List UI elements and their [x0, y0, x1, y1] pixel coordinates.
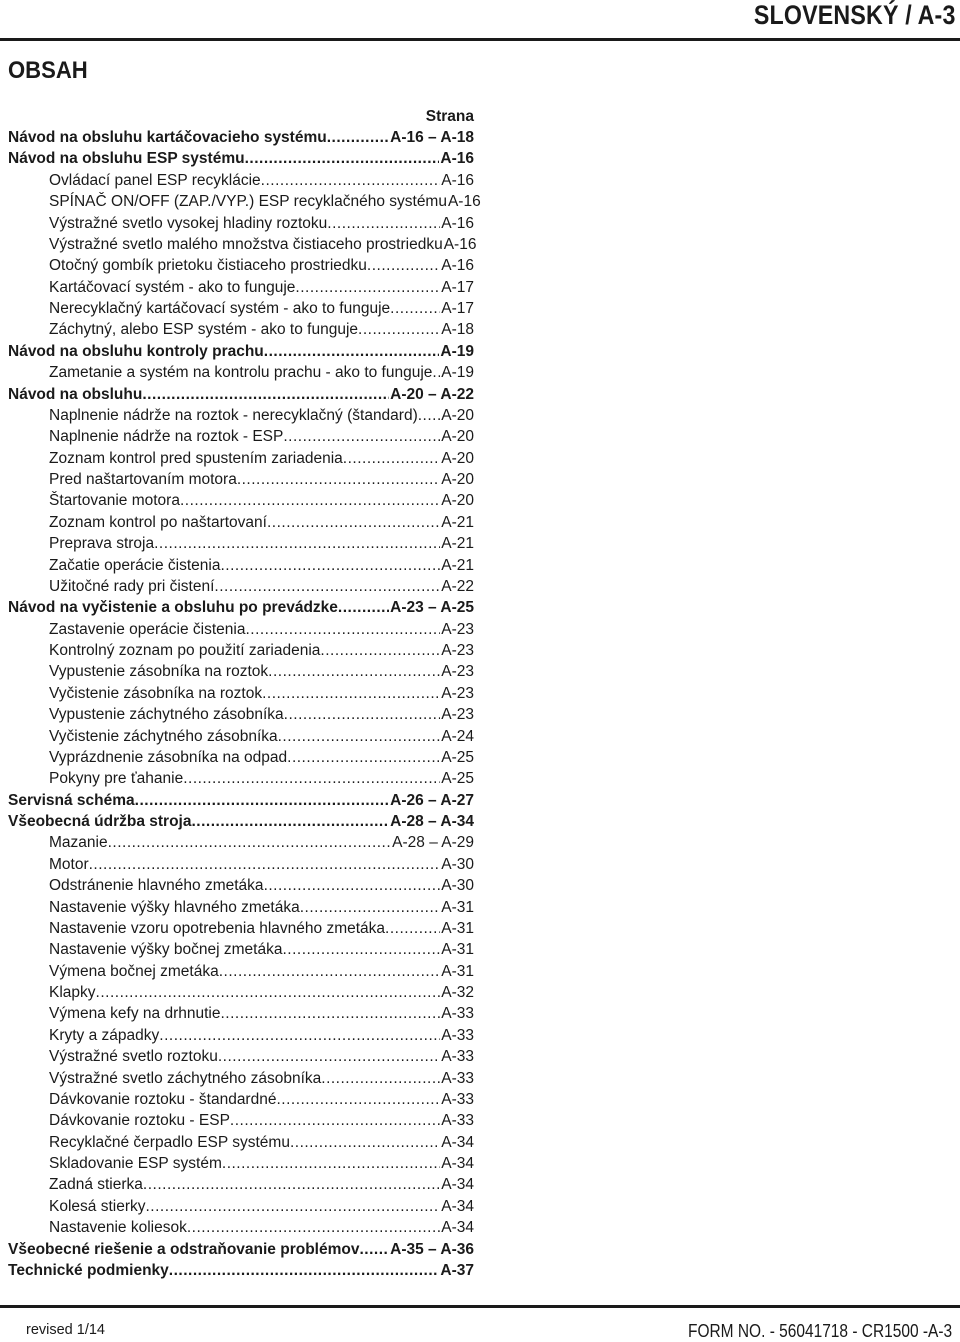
toc-entry-page: A-31: [441, 941, 474, 959]
toc-entry-page: A-21: [441, 556, 474, 574]
dot-leader: [222, 1153, 440, 1174]
toc-entry-page: A-21: [441, 535, 474, 553]
toc-entry-title: Štartovanie motora: [49, 492, 180, 510]
toc-subsection-entry[interactable]: [8, 961, 474, 982]
toc-entry-title: Návod na obsluhu: [8, 385, 143, 403]
toc-entry-page: A-34: [441, 1133, 474, 1151]
toc-subsection-entry[interactable]: [8, 1025, 474, 1046]
dot-leader: [245, 148, 440, 169]
toc-entry-title: Kryty a západky: [49, 1026, 160, 1044]
dot-leader: [169, 1260, 440, 1281]
toc-section-entry[interactable]: [8, 597, 474, 618]
toc-entry-title: Otočný gombík prietoku čistiaceho prostriedku: [49, 257, 367, 275]
toc-entry-title: Vypustenie zásobníka na roztok: [49, 663, 269, 681]
toc-entry-title: Výstražné svetlo malého množstva čistiaceho prostriedku: [49, 235, 443, 253]
toc-entry-title: Pokyny pre ťahanie: [49, 770, 184, 788]
toc-subsection-entry[interactable]: [8, 512, 474, 533]
toc-subsection-entry[interactable]: [8, 213, 474, 234]
toc-entry-title: Dávkovanie roztoku - štandardné: [49, 1090, 277, 1108]
toc-entry-title: Skladovanie ESP systém: [49, 1155, 222, 1172]
toc-subsection-entry[interactable]: [8, 490, 474, 511]
dot-leader: [327, 213, 440, 234]
toc-entry-page: A-28 – A-34: [390, 813, 474, 830]
toc-entry-title: Návod na vyčistenie a obsluhu po prevádzke: [8, 599, 338, 617]
toc-subsection-entry[interactable]: [8, 1196, 474, 1217]
toc-entry-page: A-30: [441, 877, 474, 895]
toc-subsection-entry[interactable]: [8, 469, 474, 490]
toc-entry-page: A-20: [441, 428, 474, 446]
toc-title: OBSAH: [8, 57, 88, 84]
dot-leader: [327, 127, 389, 148]
toc-entry-title: Nerecyklačný kartáčovací systém - ako to funguje: [49, 300, 391, 317]
dot-leader: [267, 512, 440, 533]
toc-section-entry[interactable]: [8, 811, 474, 832]
toc-entry-page: A-25: [441, 770, 474, 788]
dot-leader: [135, 790, 389, 811]
toc-entry-title: Všeobecná údržba stroja: [8, 813, 192, 830]
dot-leader: [262, 683, 440, 704]
toc-subsection-entry[interactable]: [8, 555, 474, 576]
toc-entry-page: A-23: [441, 663, 474, 681]
toc-entry-page: A-22: [441, 577, 474, 595]
dot-leader: [159, 1025, 440, 1046]
toc-entry-title: Dávkovanie roztoku - ESP: [49, 1112, 230, 1130]
toc-entry-page: A-31: [441, 962, 474, 980]
toc-subsection-entry[interactable]: [8, 1132, 474, 1153]
toc-entry-page: A-37: [440, 1261, 474, 1279]
toc-entry-title: Technické podmienky: [8, 1261, 169, 1279]
toc-entry-title: Začatie operácie čistenia: [49, 556, 221, 574]
dot-leader: [220, 555, 440, 576]
toc-entry-title: Výstražné svetlo vysokej hladiny roztoku: [49, 214, 328, 232]
toc-subsection-entry[interactable]: [8, 939, 474, 960]
toc-entry-page: A-20: [441, 471, 474, 488]
toc-entry-title: Zoznam kontrol pred spustením zariadenia: [49, 449, 343, 467]
toc-subsection-entry[interactable]: [8, 619, 474, 640]
toc-section-entry[interactable]: [8, 1239, 474, 1260]
table-of-contents: [8, 106, 481, 1281]
dot-leader: [261, 170, 441, 191]
toc-entry-title: Ovládací panel ESP recyklácie: [49, 171, 261, 189]
toc-subsection-entry[interactable]: [8, 576, 474, 597]
toc-entry-page: A-31: [441, 898, 474, 916]
dot-leader: [359, 1239, 389, 1260]
toc-entry-page: A-30: [441, 855, 474, 873]
toc-entry-page: A-24: [441, 727, 474, 745]
dot-leader: [264, 875, 441, 896]
toc-entry-page: A-33: [441, 1026, 474, 1044]
toc-section-entry[interactable]: [8, 790, 474, 811]
toc-subsection-entry[interactable]: [8, 234, 477, 255]
toc-subsection-entry[interactable]: [8, 854, 474, 875]
toc-entry-page: A-23: [441, 706, 474, 724]
toc-subsection-entry[interactable]: [8, 405, 474, 426]
toc-entry-page: A-16: [447, 193, 481, 211]
toc-entry-title: SPÍNAČ ON/OFF (ZAP./VYP.) ESP recyklačného systému: [49, 193, 447, 211]
dot-leader: [245, 619, 440, 640]
toc-entry-title: Nastavenie výšky hlavného zmetáka: [49, 898, 300, 916]
dot-leader: [218, 1046, 440, 1067]
toc-subsection-entry[interactable]: [8, 1046, 474, 1067]
toc-subsection-entry[interactable]: [8, 191, 481, 212]
toc-entry-page: A-17: [441, 300, 474, 317]
toc-entry-page: A-23: [441, 642, 474, 659]
toc-entry-title: Užitočné rady pri čistení: [49, 577, 215, 595]
toc-section-entry[interactable]: [8, 1260, 474, 1281]
dot-leader: [89, 854, 441, 875]
toc-entry-page: A-21: [441, 513, 474, 531]
toc-entry-page: A-33: [441, 1069, 474, 1087]
dot-leader: [278, 726, 441, 747]
dot-leader: [191, 811, 389, 832]
toc-entry-page: A-20: [441, 406, 474, 424]
toc-entry-title: Naplnenie nádrže na roztok - nerecyklačný (štandard): [49, 406, 418, 424]
toc-entry-title: Motor: [49, 855, 89, 873]
dot-leader: [145, 1196, 440, 1217]
toc-subsection-entry[interactable]: [8, 1110, 474, 1131]
toc-entry-title: Nastavenie vzoru opotrebenia hlavného zmetáka: [49, 919, 386, 937]
toc-entry-title: Vyprázdnenie zásobníka na odpad: [49, 748, 288, 766]
toc-entry-title: Servisná schéma: [8, 791, 135, 809]
toc-entry-page: A-33: [441, 1048, 474, 1066]
dot-leader: [214, 576, 440, 597]
toc-entry-page: A-20 – A-22: [390, 385, 474, 403]
dot-leader: [320, 640, 440, 661]
dot-leader: [418, 405, 441, 426]
toc-section-entry[interactable]: [8, 127, 474, 148]
toc-entry-title: Kolesá stierky: [49, 1197, 146, 1215]
toc-subsection-entry[interactable]: [8, 255, 474, 276]
toc-entry-page: A-23: [441, 684, 474, 702]
dot-leader: [300, 897, 441, 918]
dot-leader: [287, 747, 440, 768]
toc-entry-page: A-34: [441, 1197, 474, 1215]
dot-leader: [220, 1003, 440, 1024]
toc-subsection-entry[interactable]: [8, 704, 474, 725]
toc-subsection-entry[interactable]: [8, 1174, 474, 1195]
toc-subsection-entry[interactable]: [8, 875, 474, 896]
toc-entry-title: Návod na obsluhu ESP systému: [8, 150, 245, 168]
dot-leader: [276, 1089, 440, 1110]
page-column-label: Strana: [425, 108, 474, 125]
dot-leader: [385, 918, 440, 939]
dot-leader: [321, 1068, 440, 1089]
toc-entry-page: A-34: [441, 1176, 474, 1194]
toc-entry-page: A-25: [441, 748, 474, 766]
toc-entry-page: A-34: [441, 1155, 474, 1172]
toc-subsection-entry[interactable]: [8, 448, 474, 469]
toc-entry-title: Naplnenie nádrže na roztok - ESP: [49, 428, 284, 446]
toc-subsection-entry[interactable]: [8, 747, 474, 768]
page-header-title: SLOVENSKÝ / A-3: [754, 0, 956, 30]
toc-entry-page: A-28 – A-29: [392, 834, 474, 852]
toc-entry-page: A-34: [441, 1219, 474, 1237]
toc-entry-title: Výmena kefy na drhnutie: [49, 1005, 221, 1023]
toc-subsection-entry[interactable]: [8, 319, 474, 340]
toc-entry-title: Všeobecné riešenie a odstraňovanie problémov: [8, 1240, 360, 1258]
toc-subsection-entry[interactable]: [8, 768, 474, 789]
toc-entry-page: A-16 – A-18: [390, 129, 474, 146]
toc-subsection-entry[interactable]: [8, 298, 474, 319]
dot-leader: [96, 982, 441, 1003]
dot-leader: [230, 1110, 440, 1131]
toc-entry-title: Recyklačné čerpadlo ESP systému: [49, 1133, 290, 1151]
toc-entry-page: A-20: [441, 492, 474, 510]
toc-entry-title: Výmena bočnej zmetáka: [49, 962, 219, 980]
toc-entry-title: Návod na obsluhu kontroly prachu: [8, 342, 264, 360]
toc-section-entry[interactable]: [8, 148, 474, 169]
dot-leader: [283, 426, 440, 447]
toc-subsection-entry[interactable]: [8, 1068, 474, 1089]
toc-section-entry[interactable]: [8, 341, 474, 362]
toc-subsection-entry[interactable]: [8, 533, 474, 554]
toc-entry-title: Kartáčovací systém - ako to funguje: [49, 278, 296, 296]
toc-entry-page: A-23: [441, 620, 474, 638]
toc-subsection-entry[interactable]: [8, 726, 474, 747]
dot-leader: [284, 704, 441, 725]
toc-subsection-entry[interactable]: [8, 897, 474, 918]
toc-entry-title: Zastavenie operácie čistenia: [49, 620, 246, 638]
dot-leader: [343, 448, 440, 469]
dot-leader: [358, 319, 440, 340]
header-rule: [0, 38, 960, 41]
dot-leader: [268, 661, 440, 682]
toc-subsection-entry[interactable]: [8, 277, 474, 298]
toc-entry-page: A-16: [441, 171, 474, 189]
toc-subsection-entry[interactable]: [8, 1153, 474, 1174]
toc-entry-page: A-35 – A-36: [390, 1240, 474, 1258]
dot-leader: [295, 277, 440, 298]
dot-leader: [187, 1217, 440, 1238]
toc-entry-page: A-31: [441, 919, 474, 937]
toc-subsection-entry[interactable]: [8, 1217, 474, 1238]
toc-entry-title: Zoznam kontrol po naštartovaní: [49, 513, 267, 531]
toc-entry-title: Mazanie: [49, 834, 108, 852]
toc-entry-title: Klapky: [49, 984, 96, 1001]
toc-entry-page: A-33: [441, 1005, 474, 1023]
dot-leader: [154, 533, 440, 554]
toc-entry-title: Preprava stroja: [49, 535, 155, 553]
toc-entry-title: Záchytný, alebo ESP systém - ako to funguje: [49, 321, 359, 339]
toc-subsection-entry[interactable]: [8, 683, 474, 704]
toc-entry-page: A-19: [441, 364, 474, 382]
toc-entry-title: Návod na obsluhu kartáčovacieho systému: [8, 129, 327, 146]
toc-entry-page: A-33: [441, 1090, 474, 1108]
footer-form-number: FORM NO. - 56041718 - CR1500 -A-3: [687, 1321, 952, 1341]
dot-leader: [282, 939, 440, 960]
toc-entry-page: A-33: [441, 1112, 474, 1130]
toc-entry-page: A-16: [441, 214, 474, 232]
dot-leader: [338, 597, 389, 618]
toc-entry-page: A-23 – A-25: [390, 599, 474, 617]
toc-entry-title: Výstražné svetlo záchytného zásobníka: [49, 1069, 322, 1087]
toc-subsection-entry[interactable]: [8, 982, 474, 1003]
toc-subsection-entry[interactable]: [8, 170, 474, 191]
dot-leader: [237, 469, 440, 490]
toc-entry-title: Vypustenie záchytného zásobníka: [49, 706, 284, 724]
toc-entry-title: Odstránenie hlavného zmetáka: [49, 877, 264, 895]
toc-entry-page: A-16: [440, 150, 474, 168]
dot-leader: [183, 768, 440, 789]
toc-entry-title: Vyčistenie zásobníka na roztok: [49, 684, 263, 702]
dot-leader: [367, 255, 440, 276]
footer-revision: revised 1/14: [26, 1322, 105, 1338]
toc-entry-page: A-18: [441, 321, 474, 339]
toc-entry-page: A-32: [441, 984, 474, 1001]
toc-subsection-entry[interactable]: [8, 1003, 474, 1024]
toc-subsection-entry[interactable]: [8, 426, 474, 447]
dot-leader: [432, 362, 440, 383]
dot-leader: [264, 341, 440, 362]
toc-subsection-entry[interactable]: [8, 1089, 474, 1110]
toc-subsection-entry[interactable]: [8, 661, 474, 682]
toc-entry-title: Zadná stierka: [49, 1176, 143, 1194]
toc-section-entry[interactable]: [8, 384, 474, 405]
toc-entry-page: A-20: [441, 449, 474, 467]
dot-leader: [219, 961, 441, 982]
toc-subsection-entry[interactable]: [8, 918, 474, 939]
dot-leader: [142, 384, 389, 405]
toc-entry-title: Pred naštartovaním motora: [49, 471, 237, 488]
dot-leader: [180, 490, 440, 511]
toc-entry-page: A-26 – A-27: [390, 791, 474, 809]
footer-rule: [0, 1305, 960, 1308]
toc-subsection-entry[interactable]: [8, 362, 474, 383]
toc-entry-page: A-16: [441, 257, 474, 275]
dot-leader: [290, 1132, 440, 1153]
toc-subsection-entry[interactable]: [8, 640, 474, 661]
toc-entry-page: A-19: [440, 342, 474, 360]
dot-leader: [390, 298, 440, 319]
toc-entry-title: Nastavenie koliesok: [49, 1219, 187, 1237]
toc-entry-page: A-16: [443, 235, 477, 253]
dot-leader: [108, 832, 392, 853]
toc-entry-title: Vyčistenie záchytného zásobníka: [49, 727, 278, 745]
toc-entry-title: Výstražné svetlo roztoku: [49, 1048, 218, 1066]
toc-subsection-entry[interactable]: [8, 832, 474, 853]
dot-leader: [143, 1174, 440, 1195]
toc-entry-page: A-17: [441, 278, 474, 296]
toc-entry-title: Nastavenie výšky bočnej zmetáka: [49, 941, 283, 959]
toc-entry-title: Zametanie a systém na kontrolu prachu - ako to funguje: [49, 364, 433, 382]
toc-entry-title: Kontrolný zoznam po použití zariadenia: [49, 642, 321, 659]
